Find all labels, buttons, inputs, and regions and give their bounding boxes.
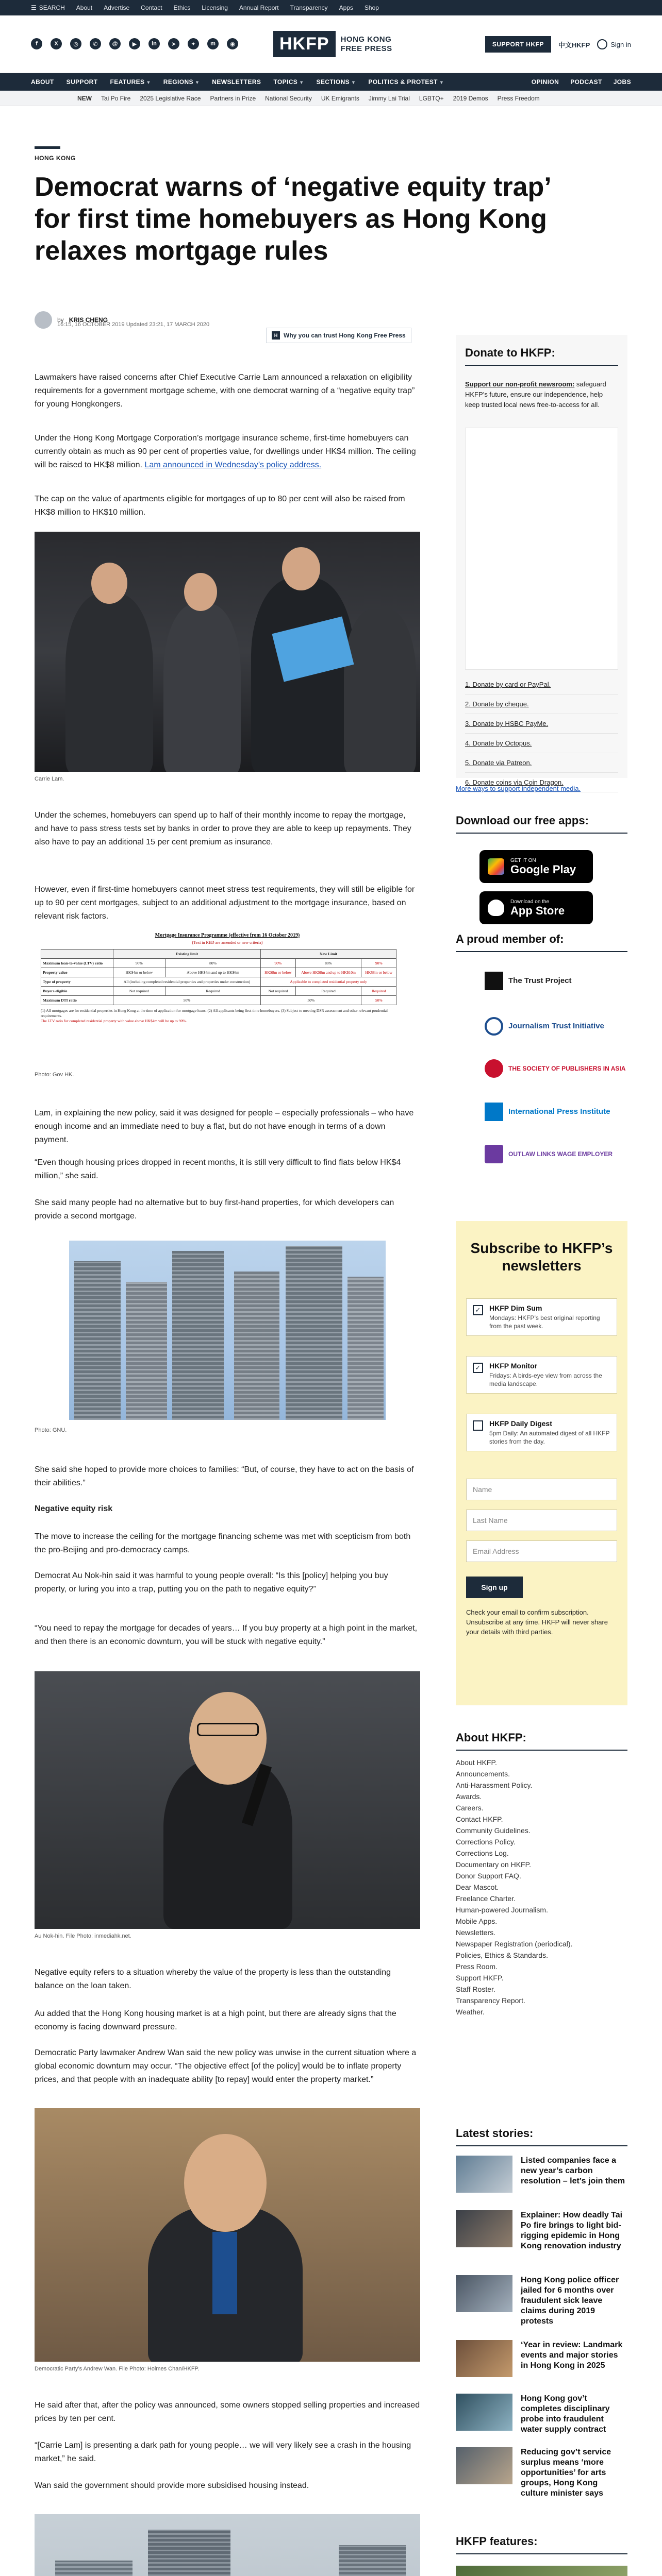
photo-caption: Photo: GNU.: [35, 1427, 67, 1433]
trending-item[interactable]: 2025 Legislative Race: [140, 95, 201, 102]
app-store-badge[interactable]: Download on the App Store: [479, 891, 593, 924]
table-row: Buyers eligible Not required Required Not required Required Required: [41, 987, 396, 996]
about-heading: About HKFP:: [456, 1731, 526, 1744]
donate-panel: [456, 335, 627, 786]
author-avatar: [35, 311, 52, 329]
table-subtitle: (Text in RED are amended or new criteria): [192, 940, 263, 945]
article-paragraph: Under the Hong Kong Mortgage Corporation’s mortgage insurance scheme, first-time homebuyers can currently obtain as much as 90 per cent of properties value, for dwellings under HK$4 million. The ceiling will be raised to HK$8 million. Lam announced in Wednesday’s policy address.: [35, 434, 416, 469]
nav-item-features[interactable]: FEATURES ▼: [110, 78, 151, 86]
youtube-icon[interactable]: ▶: [129, 38, 140, 49]
about-link[interactable]: Staff Roster.: [456, 1985, 495, 1993]
sign-in-link[interactable]: Sign in: [597, 39, 631, 49]
why-trust-link[interactable]: H Why you can trust Hong Kong Free Press: [266, 328, 411, 343]
apple-icon: [488, 900, 504, 916]
section-heading: Negative equity risk: [35, 1504, 113, 1513]
article-paragraph: Lam, in explaining the new policy, said it was designed for people – especially professionals – who have enough income and an immediate need to buy a flat, but do not have enough in terms of a down payment.: [35, 1109, 414, 1144]
photo-caption: Au Nok-hin. File Photo: inmediahk.net.: [35, 1933, 131, 1939]
topbar-link-apps[interactable]: Apps: [339, 4, 353, 11]
photo-carrie-lam: [35, 532, 420, 772]
topbar-link-annual-report[interactable]: Annual Report: [239, 4, 279, 11]
nav-item-topics[interactable]: TOPICS ▼: [273, 78, 304, 86]
article-paragraph: Negative equity refers to a situation whereby the value of the property is less than the outstanding balance on the loan taken.: [35, 1968, 391, 1990]
linkedin-icon[interactable]: in: [148, 38, 160, 49]
ipi-logo: [485, 1103, 503, 1121]
article-paragraph: Lawmakers have raised concerns after Chief Executive Carrie Lam announced a relaxation on eligibility requirements for a government mortgage scheme, with one democrat warning of a “negative equity trap” for young Hongkongers.: [35, 373, 415, 409]
about-link[interactable]: Donor Support FAQ.: [456, 1872, 521, 1880]
jti-logo: [485, 1017, 503, 1036]
main-nav: [0, 73, 662, 91]
table-row: Type of property All (including completed residential properties and properties under construction) Applicable to completed residential property only: [41, 977, 396, 987]
signup-note: Check your email to confirm subscription. Unsubscribe at any time. HKFP will never share your details with third parties.: [466, 1608, 608, 1636]
donate-widget[interactable]: [465, 428, 618, 670]
chevron-down-icon: ▼: [351, 80, 356, 85]
about-link[interactable]: Press Room.: [456, 1962, 498, 1971]
nav-item-support[interactable]: SUPPORT: [66, 78, 98, 86]
article-paragraph: The move to increase the ceiling for the mortgage financing scheme was met with scepticism from both the pro-Beijing and pro-democracy camps.: [35, 1532, 411, 1554]
donate-option[interactable]: 1. Donate by card or PayPal.: [465, 675, 618, 694]
mortgage-table-image: [35, 933, 420, 1024]
user-icon: [597, 39, 607, 49]
byline: by KRIS CHENG 16:15, 16 OCTOBER 2019 Updated 23:21, 17 MARCH 2020: [35, 311, 108, 329]
donate-option[interactable]: 3. Donate by HSBC PayMe.: [465, 714, 618, 734]
story-thumbnail: [456, 2447, 512, 2484]
photo-housing-blocks: [35, 2514, 420, 2576]
story-thumbnail: [456, 2275, 512, 2312]
table-title: Mortgage Insurance Programme (effective from 16 October 2019): [155, 933, 300, 938]
proud-member-heading: A proud member of:: [456, 933, 564, 945]
mastodon-icon[interactable]: m: [207, 38, 219, 49]
threads-icon[interactable]: @: [109, 38, 121, 49]
about-link[interactable]: Newsletters.: [456, 1928, 496, 1937]
table-row: Property value HK$4m or below Above HK$4m and up to HK$6m HK$8m or below Above HK$8m and up to HK$10m HK$8m or below: [41, 968, 396, 977]
article-paragraph: “You need to repay the mortgage for decades of years… If you buy property at a high point in the market, and then there is an economic downturn, you will be stuck with negative equity.”: [35, 1624, 418, 1646]
trending-item[interactable]: Partners in Prize: [210, 95, 256, 102]
sign-up-button[interactable]: Sign up: [466, 1577, 523, 1598]
about-links: [456, 1757, 627, 2018]
photo-housing-estate: [69, 1241, 386, 1420]
trust-project-logo: [485, 972, 503, 990]
topbar-link-advertise[interactable]: Advertise: [104, 4, 130, 11]
article-paragraph: Au added that the Hong Kong housing market is at a high point, but there are already signs that the economy is facing downward pressure.: [35, 2009, 396, 2031]
org-ipi[interactable]: International Press Institute: [485, 1103, 610, 1121]
article-title: Democrat warns of ‘negative equity trap’ for first time homebuyers as Hong Kong relaxes mortgage rules: [35, 172, 550, 266]
about-link[interactable]: Newspaper Registration (periodical).: [456, 1940, 573, 1948]
newsletter-signup: [456, 1221, 627, 1705]
article-paragraph: The cap on the value of apartments eligible for mortgages of up to 80 per cent will also be raised from HK$8 million to HK$10 million.: [35, 495, 405, 517]
article-paragraph: Under the schemes, homebuyers can spend up to half of their monthly income to repay the mortgage, and have to pass stress tests set by banks in order to prove they are able to keep up repayments. They also have to pay an additional 15 per cent premium as insurance.: [35, 811, 411, 846]
about-link[interactable]: Corrections Policy.: [456, 1838, 516, 1846]
story-thumbnail: [456, 2156, 512, 2193]
article-paragraph: He said after that, after the policy was announced, some owners stopped selling properties and increased prices by ten per cent.: [35, 2401, 420, 2423]
nav-item-regions[interactable]: REGIONS ▼: [163, 78, 200, 86]
topbar-link-contact[interactable]: Contact: [141, 4, 162, 11]
table-row: Maximum loan-to-value (LTV) ratio 90% 80% 90% 80% 90%: [41, 959, 396, 968]
about-link[interactable]: Dear Mascot.: [456, 1883, 499, 1891]
name-field[interactable]: Name: [466, 1479, 617, 1500]
article-paragraph: “[Carrie Lam] is presenting a dark path for young people… we will very likely see a crash in the housing market,” he said.: [35, 2441, 411, 2463]
social-links: [31, 38, 238, 49]
top-utility-bar: [0, 0, 662, 15]
about-link[interactable]: Careers.: [456, 1804, 484, 1812]
hkfp-mark-icon: H: [272, 331, 280, 340]
support-hkfp-button[interactable]: SUPPORT HKFP: [485, 36, 551, 53]
article-paragraph: However, even if first-time homebuyers cannot meet stress test requirements, they will still be eligible for up to 90 per cent mortgages, subject to an additional adjustment to the mortgage insurance, based on relevant risk factors.: [35, 885, 415, 921]
nav-item-podcast[interactable]: PODCAST: [570, 78, 602, 86]
trending-item[interactable]: Press Freedom: [497, 95, 540, 102]
newsletter-option-dim-sum[interactable]: ✓ HKFP Dim Sum Mondays: HKFP’s best original reporting from the past week.: [466, 1298, 617, 1336]
google-play-icon: [488, 858, 504, 875]
about-link[interactable]: Transparency Report.: [456, 1996, 525, 2005]
about-link[interactable]: Anti-Harassment Policy.: [456, 1781, 533, 1789]
more-ways-link[interactable]: More ways to support independent media.: [456, 785, 581, 792]
nav-item-newsletters[interactable]: NEWSLETTERS: [212, 78, 261, 86]
trending-item[interactable]: UK Emigrants: [321, 95, 359, 102]
about-link[interactable]: Human-powered Journalism.: [456, 1906, 548, 1914]
about-link[interactable]: Awards.: [456, 1792, 482, 1801]
section-rule: [35, 146, 60, 149]
table-header-row: Existing limit New Limit: [41, 950, 396, 959]
apps-heading: Download our free apps:: [456, 814, 589, 827]
photo-caption: Carrie Lam.: [35, 776, 64, 782]
photo-caption: Photo: Gov HK.: [35, 1072, 74, 1078]
trending-item[interactable]: National Security: [265, 95, 312, 102]
chevron-down-icon: ▼: [439, 80, 444, 85]
living-wage-logo: [485, 1145, 503, 1163]
org-jti[interactable]: Journalism Trust Initiative: [485, 1017, 604, 1036]
nav-item-opinion[interactable]: OPINION: [531, 78, 559, 86]
checkbox-icon[interactable]: [473, 1420, 483, 1431]
subscribe-heading: Subscribe to HKFP’s newsletters: [470, 1240, 613, 1274]
mortgage-table: [41, 949, 396, 1005]
about-link[interactable]: Community Guidelines.: [456, 1826, 531, 1835]
author-name[interactable]: KRIS CHENG: [69, 316, 108, 324]
latest-stories-heading: Latest stories:: [456, 2127, 534, 2140]
chevron-down-icon: ▼: [194, 80, 200, 85]
donate-heading: Donate to HKFP:: [465, 346, 555, 359]
donate-intro: Support our non-profit newsroom: safeguard HKFP’s future, ensure our independence, help keep trusted local news free-to-access for all.: [465, 380, 606, 409]
table-notes: (1) All mortgages are for residential properties in Hong Kong at the time of application for mortgage loans. (2) All applicants being first-time homebuyers. (3) Subject to meeting DSR assessment and other relevant prudential requirements. The LTV ratio for completed residential property with value above HK$4m will be up to 90%.: [41, 1008, 388, 1023]
google-play-badge[interactable]: GET IT ON Google Play: [479, 850, 593, 883]
features-heading: HKFP features:: [456, 2535, 538, 2548]
trending-item[interactable]: 2019 Demos: [453, 95, 488, 102]
about-link[interactable]: Announcements.: [456, 1770, 510, 1778]
nav-item-about[interactable]: ABOUT: [31, 78, 54, 86]
site-logo[interactable]: [273, 31, 392, 57]
chinese-site-link[interactable]: 中文HKFP: [558, 41, 590, 49]
donate-option[interactable]: 4. Donate by Octopus.: [465, 734, 618, 753]
nav-item-sections[interactable]: SECTIONS ▼: [316, 78, 356, 86]
trending-bar: [0, 91, 662, 106]
photo-caption: Democratic Party’s Andrew Wan. File Photo: Holmes Chan/HKFP.: [35, 2366, 200, 2372]
instagram-icon[interactable]: ◎: [70, 38, 81, 49]
last-name-field[interactable]: Last Name: [466, 1510, 617, 1531]
chevron-down-icon: ▼: [299, 80, 304, 85]
newsletter-option-monitor[interactable]: ✓ HKFP Monitor Fridays: A birds-eye view from across the media landscape.: [466, 1356, 617, 1394]
story-thumbnail: [456, 2340, 512, 2377]
org-living-wage[interactable]: OUTLAW LINKS WAGE EMPLOYER: [485, 1145, 613, 1163]
feature-story[interactable]: [456, 2566, 627, 2576]
trending-item[interactable]: Jimmy Lai Trial: [368, 95, 410, 102]
article-paragraph: She said many people had no alternative but to buy first-hand properties, for which developers can provide a second mortgage.: [35, 1198, 394, 1221]
rss-icon[interactable]: ◉: [227, 38, 238, 49]
trending-item[interactable]: LGBTQ+: [419, 95, 444, 102]
publish-dates: 16:15, 16 OCTOBER 2019 Updated 23:21, 17 MARCH 2020: [57, 321, 210, 328]
nav-item-politics[interactable]: POLITICS & PROTEST ▼: [368, 78, 444, 86]
topbar-link-licensing[interactable]: Licensing: [202, 4, 228, 11]
search-button[interactable]: ☰ SEARCH: [31, 4, 65, 11]
email-field[interactable]: Email Address: [466, 1540, 617, 1562]
photo-andrew-wan: [35, 2108, 420, 2362]
facebook-icon[interactable]: f: [31, 38, 42, 49]
search-icon: ☰: [31, 4, 37, 11]
topbar-link-transparency[interactable]: Transparency: [290, 4, 328, 11]
article-paragraph: “Even though housing prices dropped in recent months, it is still very difficult to find flats below HK$4 million,” she said.: [35, 1158, 401, 1180]
newsletter-option-daily-digest[interactable]: HKFP Daily Digest 5pm Daily: An automated digest of all HKFP stories from the day.: [466, 1414, 617, 1451]
section-kicker[interactable]: HONG KONG: [35, 155, 76, 162]
donate-option[interactable]: 2. Donate by cheque.: [465, 694, 618, 714]
org-trust-project[interactable]: The Trust Project: [485, 972, 572, 990]
article-paragraph: She said she hoped to provide more choices to families: “But, of course, they have to act on the basis of their abilities.”: [35, 1465, 414, 1487]
story-thumbnail: [456, 2394, 512, 2431]
donate-option[interactable]: 6. Donate coins via Coin Dragon.: [465, 773, 618, 792]
logo-wordmark: HKFP: [273, 31, 336, 57]
about-link[interactable]: Freelance Charter.: [456, 1894, 516, 1903]
story-thumbnail: [456, 2210, 512, 2247]
about-link[interactable]: Documentary on HKFP.: [456, 1860, 532, 1869]
about-link[interactable]: About HKFP.: [456, 1758, 497, 1767]
checkbox-checked-icon[interactable]: ✓: [473, 1305, 483, 1315]
org-sopa[interactable]: THE SOCIETY OF PUBLISHERS IN ASIA: [485, 1059, 625, 1078]
nav-item-jobs[interactable]: JOBS: [613, 78, 631, 86]
telegram-icon[interactable]: ➤: [168, 38, 179, 49]
about-link[interactable]: Corrections Log.: [456, 1849, 509, 1857]
article-paragraph: Democrat Au Nok-hin said it was harmful to young people overall: “Is this [policy] helping you buy property, or luring you into a trap, putting you on the path to negative equity?”: [35, 1571, 388, 1594]
chevron-down-icon: ▼: [146, 80, 151, 85]
feature-image: [456, 2566, 627, 2576]
about-link[interactable]: Policies, Ethics & Standards.: [456, 1951, 548, 1959]
x-icon[interactable]: X: [51, 38, 62, 49]
sopa-logo: [485, 1059, 503, 1078]
article-paragraph: Wan said the government should provide more subsidised housing instead.: [35, 2481, 309, 2490]
about-link[interactable]: Support HKFP.: [456, 1974, 504, 1982]
topbar-link-about[interactable]: About: [76, 4, 93, 11]
site-header: [0, 15, 662, 73]
trending-item[interactable]: Tai Po Fire: [101, 95, 131, 102]
article-paragraph: Democratic Party lawmaker Andrew Wan said the new policy was unwise in the current situation where a global economic downturn may occur. “The objective effect [of the policy] would be to inflate property prices, and that people with an inadequate ability [to repay] would enter the property market.”: [35, 2048, 417, 2084]
policy-address-link[interactable]: Lam announced in Wednesday’s policy address.: [144, 461, 322, 469]
photo-au-nok-hin: [35, 1671, 420, 1929]
logo-subtitle: HONG KONG FREE PRESS: [340, 35, 392, 53]
about-link[interactable]: Weather.: [456, 2008, 485, 2016]
bluesky-icon[interactable]: ✦: [188, 38, 199, 49]
about-link[interactable]: Contact HKFP.: [456, 1815, 503, 1823]
about-link[interactable]: Mobile Apps.: [456, 1917, 498, 1925]
donate-options: [465, 675, 618, 792]
checkbox-checked-icon[interactable]: ✓: [473, 1363, 483, 1373]
donate-option[interactable]: 5. Donate via Patreon.: [465, 753, 618, 773]
topbar-link-shop[interactable]: Shop: [364, 4, 379, 11]
topbar-link-ethics[interactable]: Ethics: [173, 4, 191, 11]
whatsapp-icon[interactable]: ✆: [90, 38, 101, 49]
table-row: Maximum DTI ratio 50% 50% 50%: [41, 996, 396, 1005]
new-badge: NEW: [77, 95, 92, 102]
